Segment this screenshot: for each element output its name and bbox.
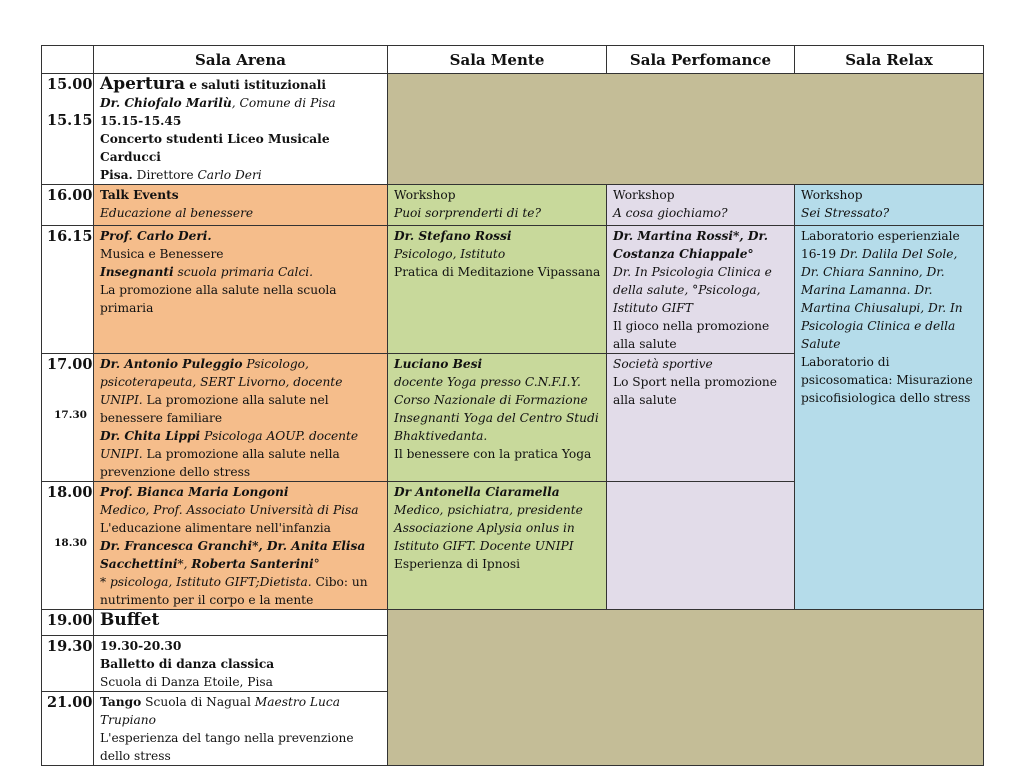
- opening-cell: [94, 74, 388, 185]
- header-sala-performance: Sala Perfomance: [607, 46, 795, 74]
- relax-lab-names: Dr. Dalila Del Sole, Dr. Chiara Sannino, Dr. Marina Lamanna. Dr. Martina Chiusalupi, Dr. In Psicologia Clinica e della Salute: [801, 247, 963, 351]
- arena-1615-school: scuola primaria Calci.: [173, 265, 314, 279]
- time-1615: 16.15: [42, 226, 94, 354]
- mente-1700-role: docente Yoga presso C.N.F.I.Y. Corso Nazionale di Formazione Insegnanti Yoga del Centro Studi Bhaktivedanta.: [394, 375, 599, 443]
- time-cell-1700: [42, 354, 94, 482]
- relax-subtitle: Sei Stressato?: [801, 206, 890, 220]
- buffet-cell: [94, 610, 388, 636]
- perf-1615-speakers: Dr. Martina Rossi*, Dr. Costanza Chiappale°: [613, 229, 769, 261]
- tango-teacher: Maestro Luca Trupiano: [100, 695, 340, 727]
- arena-1700-speaker1: Dr. Antonio Puleggio: [100, 357, 243, 371]
- perf-subtitle: A cosa giochiamo?: [613, 206, 728, 220]
- row-1615: [42, 226, 984, 354]
- header-sala-arena: Sala Arena: [94, 46, 388, 74]
- concert-title: Concerto studenti Liceo Musicale Carducci: [100, 132, 330, 164]
- arena-1615-cell: [94, 226, 388, 354]
- mente-1800-role: Medico, psichiatra, presidente Associazione Aplysia onlus in Istituto GIFT. Docente UNIPI: [394, 503, 583, 553]
- arena-1830-desc: Cibo: un nutrimento per il corpo e la mente: [100, 575, 368, 607]
- relax-lab-title: Laboratorio esperienziale: [801, 229, 960, 243]
- mente-1800-desc: Esperienza di Ipnosi: [394, 557, 521, 571]
- relax-session-title: [795, 185, 984, 226]
- perf-workshop: Workshop: [613, 188, 675, 202]
- header-row: [42, 46, 984, 74]
- empty-block-top: [388, 74, 984, 185]
- arena-subtitle: Educazione al benessere: [100, 206, 254, 220]
- relax-workshop: Workshop: [801, 188, 863, 202]
- mente-1700-cell: [388, 354, 607, 482]
- time-1930: 19.30: [42, 636, 94, 692]
- perf-session-title: [607, 185, 795, 226]
- mente-subtitle: Puoi sorprenderti di te?: [394, 206, 541, 220]
- concert-director-name: Carlo Deri: [197, 168, 262, 182]
- arena-session-title: [94, 185, 388, 226]
- mente-session-title: [388, 185, 607, 226]
- arena-1830-star: *,: [177, 557, 192, 571]
- program-table: [41, 45, 984, 766]
- perf-1700-desc: Lo Sport nella promozione alla salute: [613, 375, 777, 407]
- arena-1730-speaker2: Dr. Chita Lippi: [100, 429, 201, 443]
- arena-1615-desc: La promozione alla salute nella scuola primaria: [100, 283, 337, 315]
- opening-title-rest: e saluti istituzionali: [185, 78, 326, 92]
- mente-1615-speaker: Dr. Stefano Rossi: [394, 229, 512, 243]
- concert-city: Pisa.: [100, 168, 133, 182]
- arena-1730-desc2: La promozione alla salute nella prevenzione dello stress: [100, 447, 340, 479]
- perf-1800-cell: [607, 482, 795, 610]
- arena-talk-events: Talk Events: [100, 188, 179, 202]
- ballet-title: Balletto di danza classica: [100, 657, 275, 671]
- arena-1730-role2: Psicologa AOUP. docente UNIPI.: [100, 429, 359, 461]
- arena-1615-audience: Insegnanti: [100, 265, 174, 279]
- ballet-cell: [94, 636, 388, 692]
- arena-1700-desc1: La promozione alla salute nel benessere familiare: [100, 393, 329, 425]
- mente-1615-cell: [388, 226, 607, 354]
- time-1600: 16.00: [42, 185, 94, 226]
- buffet-title: Buffet: [100, 610, 160, 630]
- arena-1615-topic: Musica e Benessere: [100, 247, 224, 261]
- tango-school: Scuola di Nagual: [141, 695, 255, 709]
- arena-1615-speaker: Prof. Carlo Deri.: [100, 229, 212, 243]
- empty-block-bottom: [388, 610, 984, 766]
- perf-1615-role: Dr. In Psicologia Clinica e della salute, °Psicologa, Istituto GIFT: [613, 265, 772, 315]
- arena-1800-cell: [94, 482, 388, 610]
- tango-cell: [94, 692, 388, 766]
- arena-1830-speaker3: Roberta Santerini: [191, 557, 314, 571]
- concert-director-label: Direttore: [132, 168, 198, 182]
- time-1700: 17.00: [47, 356, 93, 373]
- ballet-school: Scuola di Danza Etoile, Pisa: [100, 675, 273, 689]
- time-1500: 15.00: [47, 76, 93, 93]
- row-1600: [42, 185, 984, 226]
- relax-lab-cell: [795, 226, 984, 610]
- mente-1700-desc: Il benessere con la pratica Yoga: [394, 447, 592, 461]
- time-1900: 19.00: [42, 610, 94, 636]
- row-opening: [42, 74, 984, 185]
- ballet-time: 19.30-20.30: [100, 639, 182, 653]
- time-cell-1500: [42, 74, 94, 185]
- arena-1830-speakers: Dr. Francesca Granchi*, Dr. Anita Elisa Sacchettini: [100, 539, 366, 571]
- time-cell-1800: [42, 482, 94, 610]
- arena-1800-speaker1: Prof. Bianca Maria Longoni: [100, 485, 289, 499]
- tango-title: Tango: [100, 695, 142, 709]
- arena-1800-desc1: L'educazione alimentare nell'infanzia: [100, 521, 331, 535]
- relax-lab-hours: 16-19: [801, 247, 841, 261]
- header-sala-mente: Sala Mente: [388, 46, 607, 74]
- mente-1800-speaker: Dr Antonella Ciaramella: [394, 485, 560, 499]
- arena-1830-deg: °: [313, 557, 320, 571]
- row-1900: [42, 610, 984, 636]
- perf-1615-desc: Il gioco nella promozione alla salute: [613, 319, 770, 351]
- perf-1615-cell: [607, 226, 795, 354]
- arena-1700-role1: Psicologo, psicoterapeuta, SERT Livorno, docente UNIPI.: [100, 357, 343, 407]
- time-1730: 17.30: [54, 409, 87, 421]
- opening-speaker-org: , Comune di Pisa: [231, 96, 336, 110]
- header-blank: [42, 46, 94, 74]
- arena-1800-role1: Medico, Prof. Associato Università di Pisa: [100, 503, 359, 517]
- mente-1800-cell: [388, 482, 607, 610]
- time-1830: 18.30: [54, 537, 87, 549]
- arena-1830-role: * psicologa, Istituto GIFT;Dietista.: [100, 575, 312, 589]
- opening-speaker: Dr. Chiofalo Marilù: [100, 96, 232, 110]
- header-sala-relax: Sala Relax: [795, 46, 984, 74]
- mente-workshop: Workshop: [394, 188, 456, 202]
- opening-title: Apertura: [100, 74, 186, 94]
- perf-1700-cell: [607, 354, 795, 482]
- mente-1615-desc: Pratica di Meditazione Vipassana: [394, 265, 601, 279]
- time-2100: 21.00: [42, 692, 94, 766]
- relax-lab2: Laboratorio di psicosomatica: Misurazione psicofisiologica dello stress: [801, 355, 973, 405]
- tango-desc: L'esperienza del tango nella prevenzione dello stress: [100, 731, 354, 763]
- mente-1700-speaker: Luciano Besi: [394, 357, 483, 371]
- concert-time: 15.15-15.45: [100, 114, 182, 128]
- arena-1700-cell: [94, 354, 388, 482]
- perf-1700-role: Società sportive: [613, 357, 713, 371]
- time-1800: 18.00: [47, 484, 93, 501]
- mente-1615-role: Psicologo, Istituto: [394, 247, 506, 261]
- time-1515: 15.15: [47, 112, 93, 129]
